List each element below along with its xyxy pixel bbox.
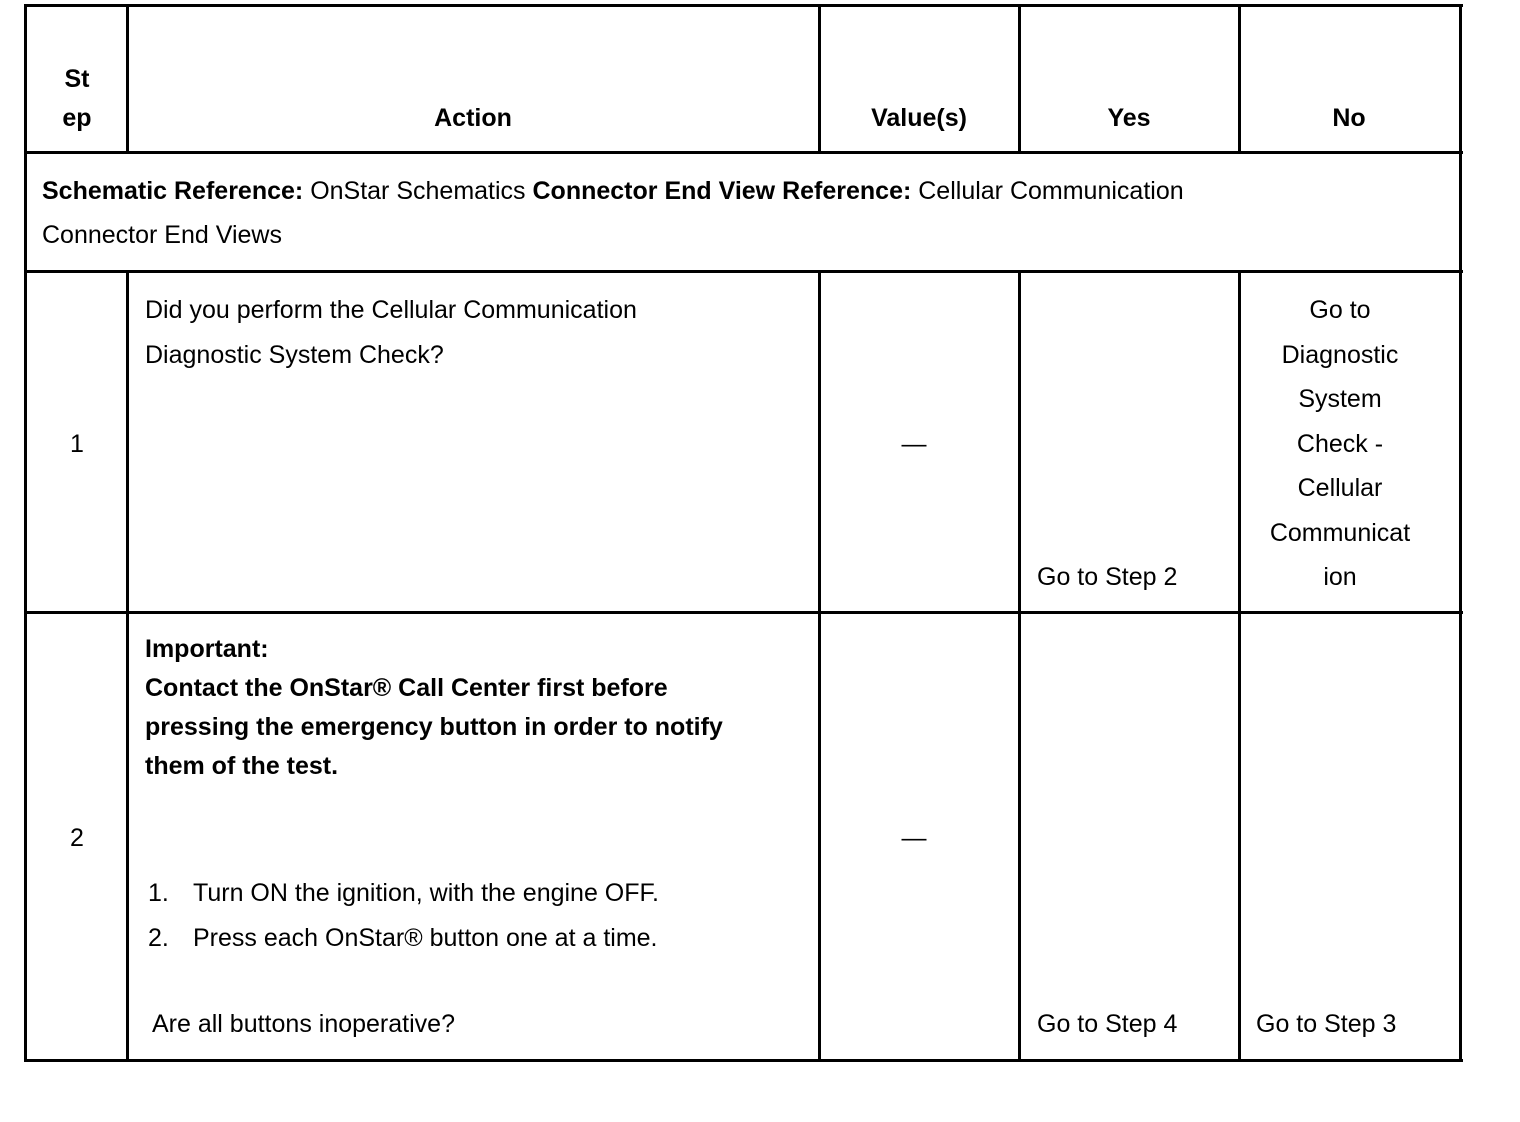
list-item-number: 1. bbox=[148, 879, 169, 907]
row1-no-line: Cellular bbox=[1297, 474, 1383, 502]
important-text-line: pressing the emergency button in order to notify bbox=[145, 713, 723, 741]
header-no: No bbox=[1332, 104, 1366, 132]
reference-divider bbox=[24, 270, 1463, 273]
reference-line-2 bbox=[42, 223, 282, 248]
table-border-bottom bbox=[24, 1059, 1463, 1062]
row1-no-link[interactable] bbox=[1240, 288, 1440, 600]
connector-reference-link-part2[interactable]: Connector End Views bbox=[42, 221, 282, 249]
row1-value: — bbox=[901, 430, 927, 458]
connector-reference-link-part1[interactable]: Cellular Communication bbox=[918, 177, 1184, 205]
reference-line-1 bbox=[42, 179, 1184, 204]
list-item-text: Turn ON the ignition, with the engine OFF. bbox=[193, 879, 659, 907]
header-values: Value(s) bbox=[871, 104, 967, 132]
table-border-top bbox=[24, 4, 1463, 7]
row1-no-line: Communicat bbox=[1269, 518, 1411, 547]
important-text-line: them of the test. bbox=[145, 752, 339, 780]
row2-question: Are all buttons inoperative? bbox=[152, 1010, 455, 1038]
col-divider-values bbox=[1018, 4, 1021, 154]
important-text-line: Contact the OnStar® Call Center first before bbox=[145, 674, 668, 702]
header-step bbox=[28, 67, 126, 131]
row2-step: 2 bbox=[70, 824, 84, 852]
important-note bbox=[145, 630, 723, 786]
list-item-number: 2. bbox=[148, 924, 169, 952]
row1-no-line: Diagnostic bbox=[1281, 340, 1399, 369]
row1-no-line: Check - bbox=[1296, 429, 1384, 458]
col-divider-step bbox=[126, 270, 129, 1062]
col-divider-values bbox=[1018, 270, 1021, 1062]
table-border-right bbox=[1459, 4, 1462, 1062]
list-item-text: Press each OnStar® button one at a time. bbox=[193, 924, 658, 952]
row1-step: 1 bbox=[70, 430, 84, 458]
col-divider-action bbox=[818, 4, 821, 154]
row1-action-line1: Did you perform the Cellular Communication bbox=[145, 296, 637, 324]
header-step-line1: St bbox=[64, 65, 90, 93]
row2-value: — bbox=[901, 824, 927, 852]
schematic-reference-link[interactable]: OnStar Schematics bbox=[310, 177, 526, 205]
row2-no-link[interactable]: Go to Step 3 bbox=[1256, 1010, 1397, 1038]
col-divider-step bbox=[126, 4, 129, 154]
important-label: Important: bbox=[145, 635, 269, 663]
header-divider bbox=[24, 151, 1463, 154]
row1-action-line2: Diagnostic System Check? bbox=[145, 341, 444, 369]
row2-yes-link[interactable]: Go to Step 4 bbox=[1037, 1010, 1178, 1038]
connector-reference-label: Connector End View Reference: bbox=[532, 177, 912, 205]
table-border-left bbox=[24, 4, 27, 1062]
schematic-reference-label: Schematic Reference: bbox=[42, 177, 304, 205]
row1-yes-link[interactable]: Go to Step 2 bbox=[1037, 563, 1178, 591]
row1-no-line: ion bbox=[1323, 563, 1357, 591]
header-action: Action bbox=[434, 104, 512, 132]
col-divider-action bbox=[818, 270, 821, 1062]
row-divider bbox=[24, 611, 1463, 614]
header-yes: Yes bbox=[1107, 104, 1151, 132]
row1-no-line: System bbox=[1298, 385, 1382, 413]
row1-no-line: Go to bbox=[1309, 296, 1371, 324]
col-divider-yes bbox=[1238, 4, 1241, 154]
header-step-line2: ep bbox=[62, 104, 92, 132]
